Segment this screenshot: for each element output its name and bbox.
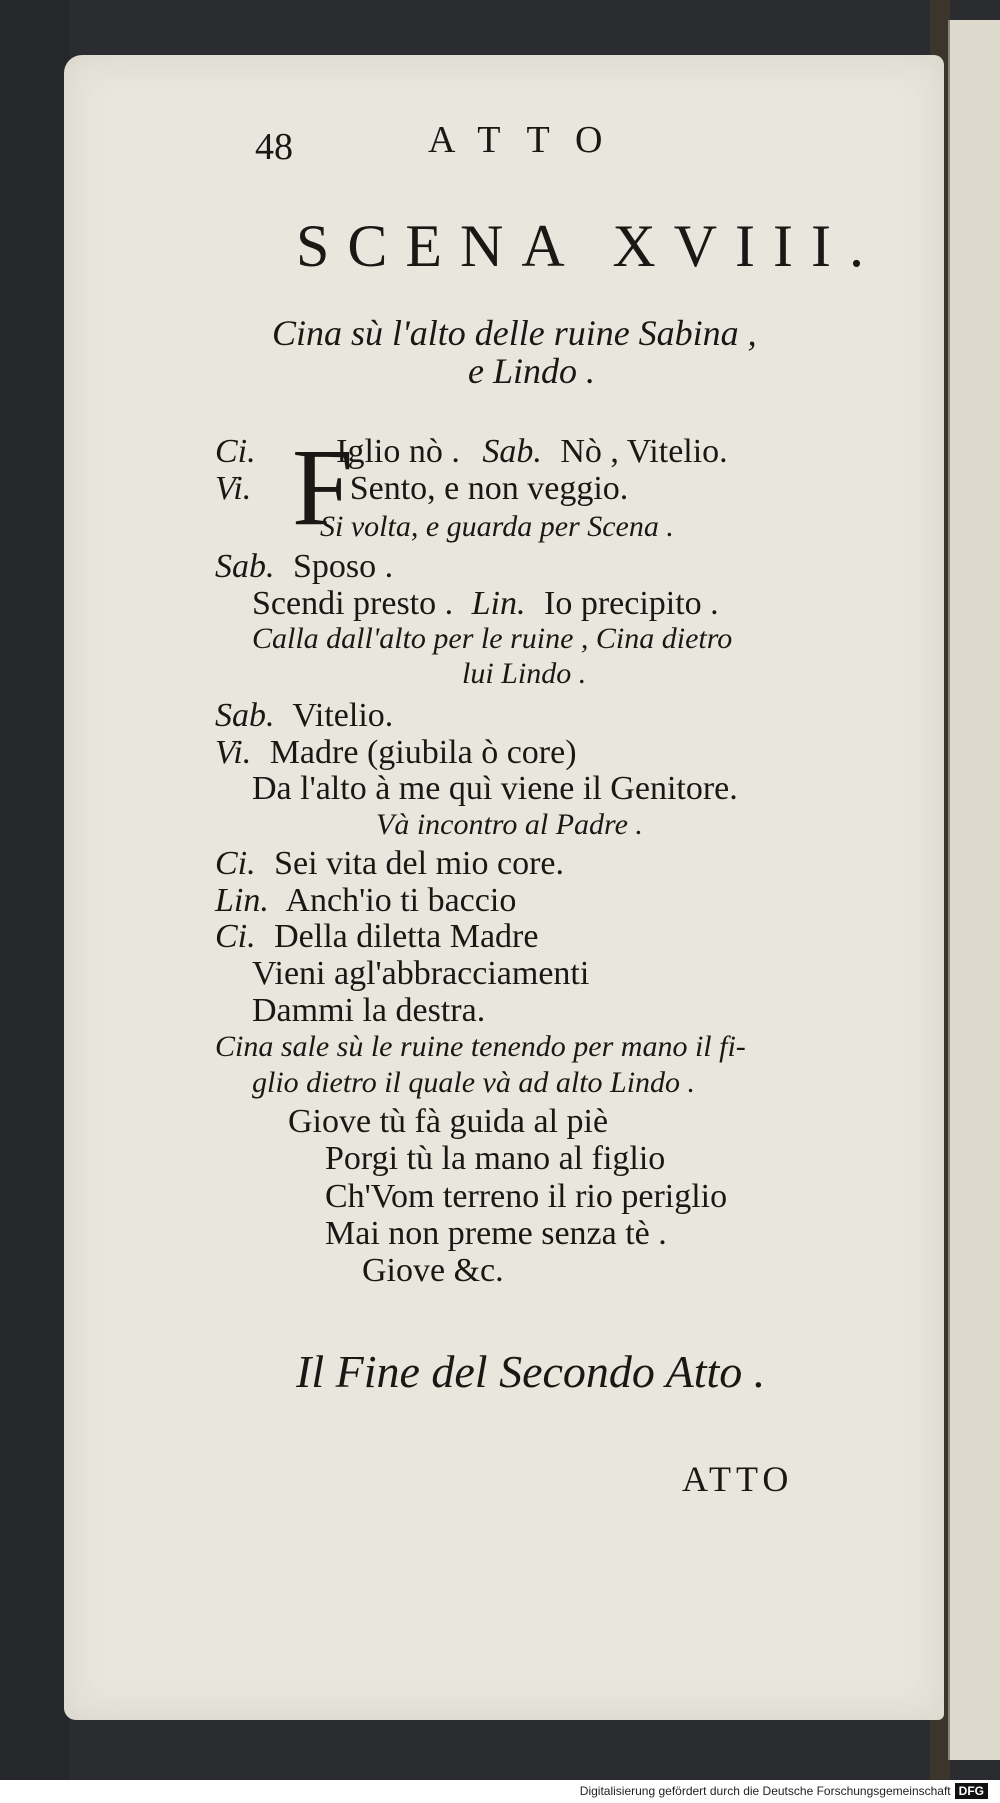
background-left (0, 0, 70, 1803)
line-text: Anch'io ti baccio (285, 882, 517, 919)
stage-direction-line-2: e Lindo . (468, 351, 596, 391)
verse-line: Mai non preme senza tè . (325, 1215, 667, 1252)
verse-line: Porgi tù la mano al figlio (325, 1140, 666, 1177)
verse-line: Giove &c. (362, 1252, 504, 1289)
catchword: ATTO (682, 1459, 794, 1499)
dfg-logo: DFG (955, 1783, 988, 1799)
line-text: Io precipito . (544, 585, 719, 622)
speaker: Sab. (215, 548, 275, 585)
footer-text: Digitalisierung gefördert durch die Deutsche Forschungsgemeinschaft (579, 1784, 951, 1798)
line-text: Scendi presto . (252, 585, 454, 622)
stage-direction: Si volta, e guarda per Scena . (320, 510, 674, 543)
line-text: Della diletta Madre (274, 918, 539, 955)
line-text: Sposo . (293, 548, 394, 585)
line-text: Sento, e non veggio. (349, 470, 629, 507)
stage-direction-line-1: Cina sù l'alto delle ruine Sabina , (272, 313, 757, 353)
speaker: Ci. (215, 433, 256, 470)
line-text: Sei vita del mio core. (274, 845, 564, 882)
dialogue-line (215, 882, 516, 920)
verse-line: Ch'Vom terreno il rio periglio (325, 1178, 728, 1215)
stage-direction: lui Lindo . (462, 657, 587, 690)
speaker: Ci. (215, 845, 256, 882)
line-text: Madre (giubila ò core) (269, 734, 577, 771)
drop-cap: F (292, 426, 354, 548)
speaker: Sab. (482, 433, 542, 470)
speaker: Ci. (215, 918, 256, 955)
stage-direction: Và incontro al Padre . (376, 808, 643, 841)
page-number: 48 (255, 126, 293, 168)
digitization-footer (0, 1780, 1000, 1803)
line-text: Nò , Vitelio. (560, 433, 728, 470)
dialogue-line: Da l'alto à me quì viene il Genitore. (252, 770, 738, 807)
stage-direction: Calla dall'alto per le ruine , Cina dietro (252, 622, 733, 655)
speaker: Sab. (215, 697, 275, 734)
dialogue-line (215, 470, 628, 508)
dialogue-line: Dammi la destra. (252, 992, 486, 1029)
dialogue-line (215, 734, 577, 772)
stage-direction: Cina sale sù le ruine tenendo per mano il fi- (215, 1030, 746, 1063)
dialogue-line: Vieni agl'abbracciamenti (252, 955, 590, 992)
line-text: Vitelio. (292, 697, 394, 734)
dialogue-line (215, 697, 393, 735)
speaker: Vi. (215, 470, 252, 507)
act-end-text: Il Fine del Secondo Atto . (296, 1346, 766, 1397)
line-text: Iglio nò . (336, 433, 460, 470)
dialogue-line (215, 845, 564, 883)
verse-line: Giove tù fà guida al piè (288, 1103, 609, 1140)
scene-title: SCENA XVIII. (296, 213, 882, 279)
speaker: Lin. (471, 585, 526, 622)
dialogue-line (215, 433, 728, 471)
speaker: Vi. (215, 734, 252, 771)
dialogue-line (215, 548, 393, 586)
dialogue-line (252, 585, 719, 623)
adjacent-page-edge (948, 20, 1000, 1760)
stage-direction: glio dietro il quale và ad alto Lindo . (252, 1066, 696, 1099)
running-header: ATTO (428, 119, 629, 161)
dialogue-line (215, 918, 538, 956)
speaker: Lin. (215, 882, 269, 919)
